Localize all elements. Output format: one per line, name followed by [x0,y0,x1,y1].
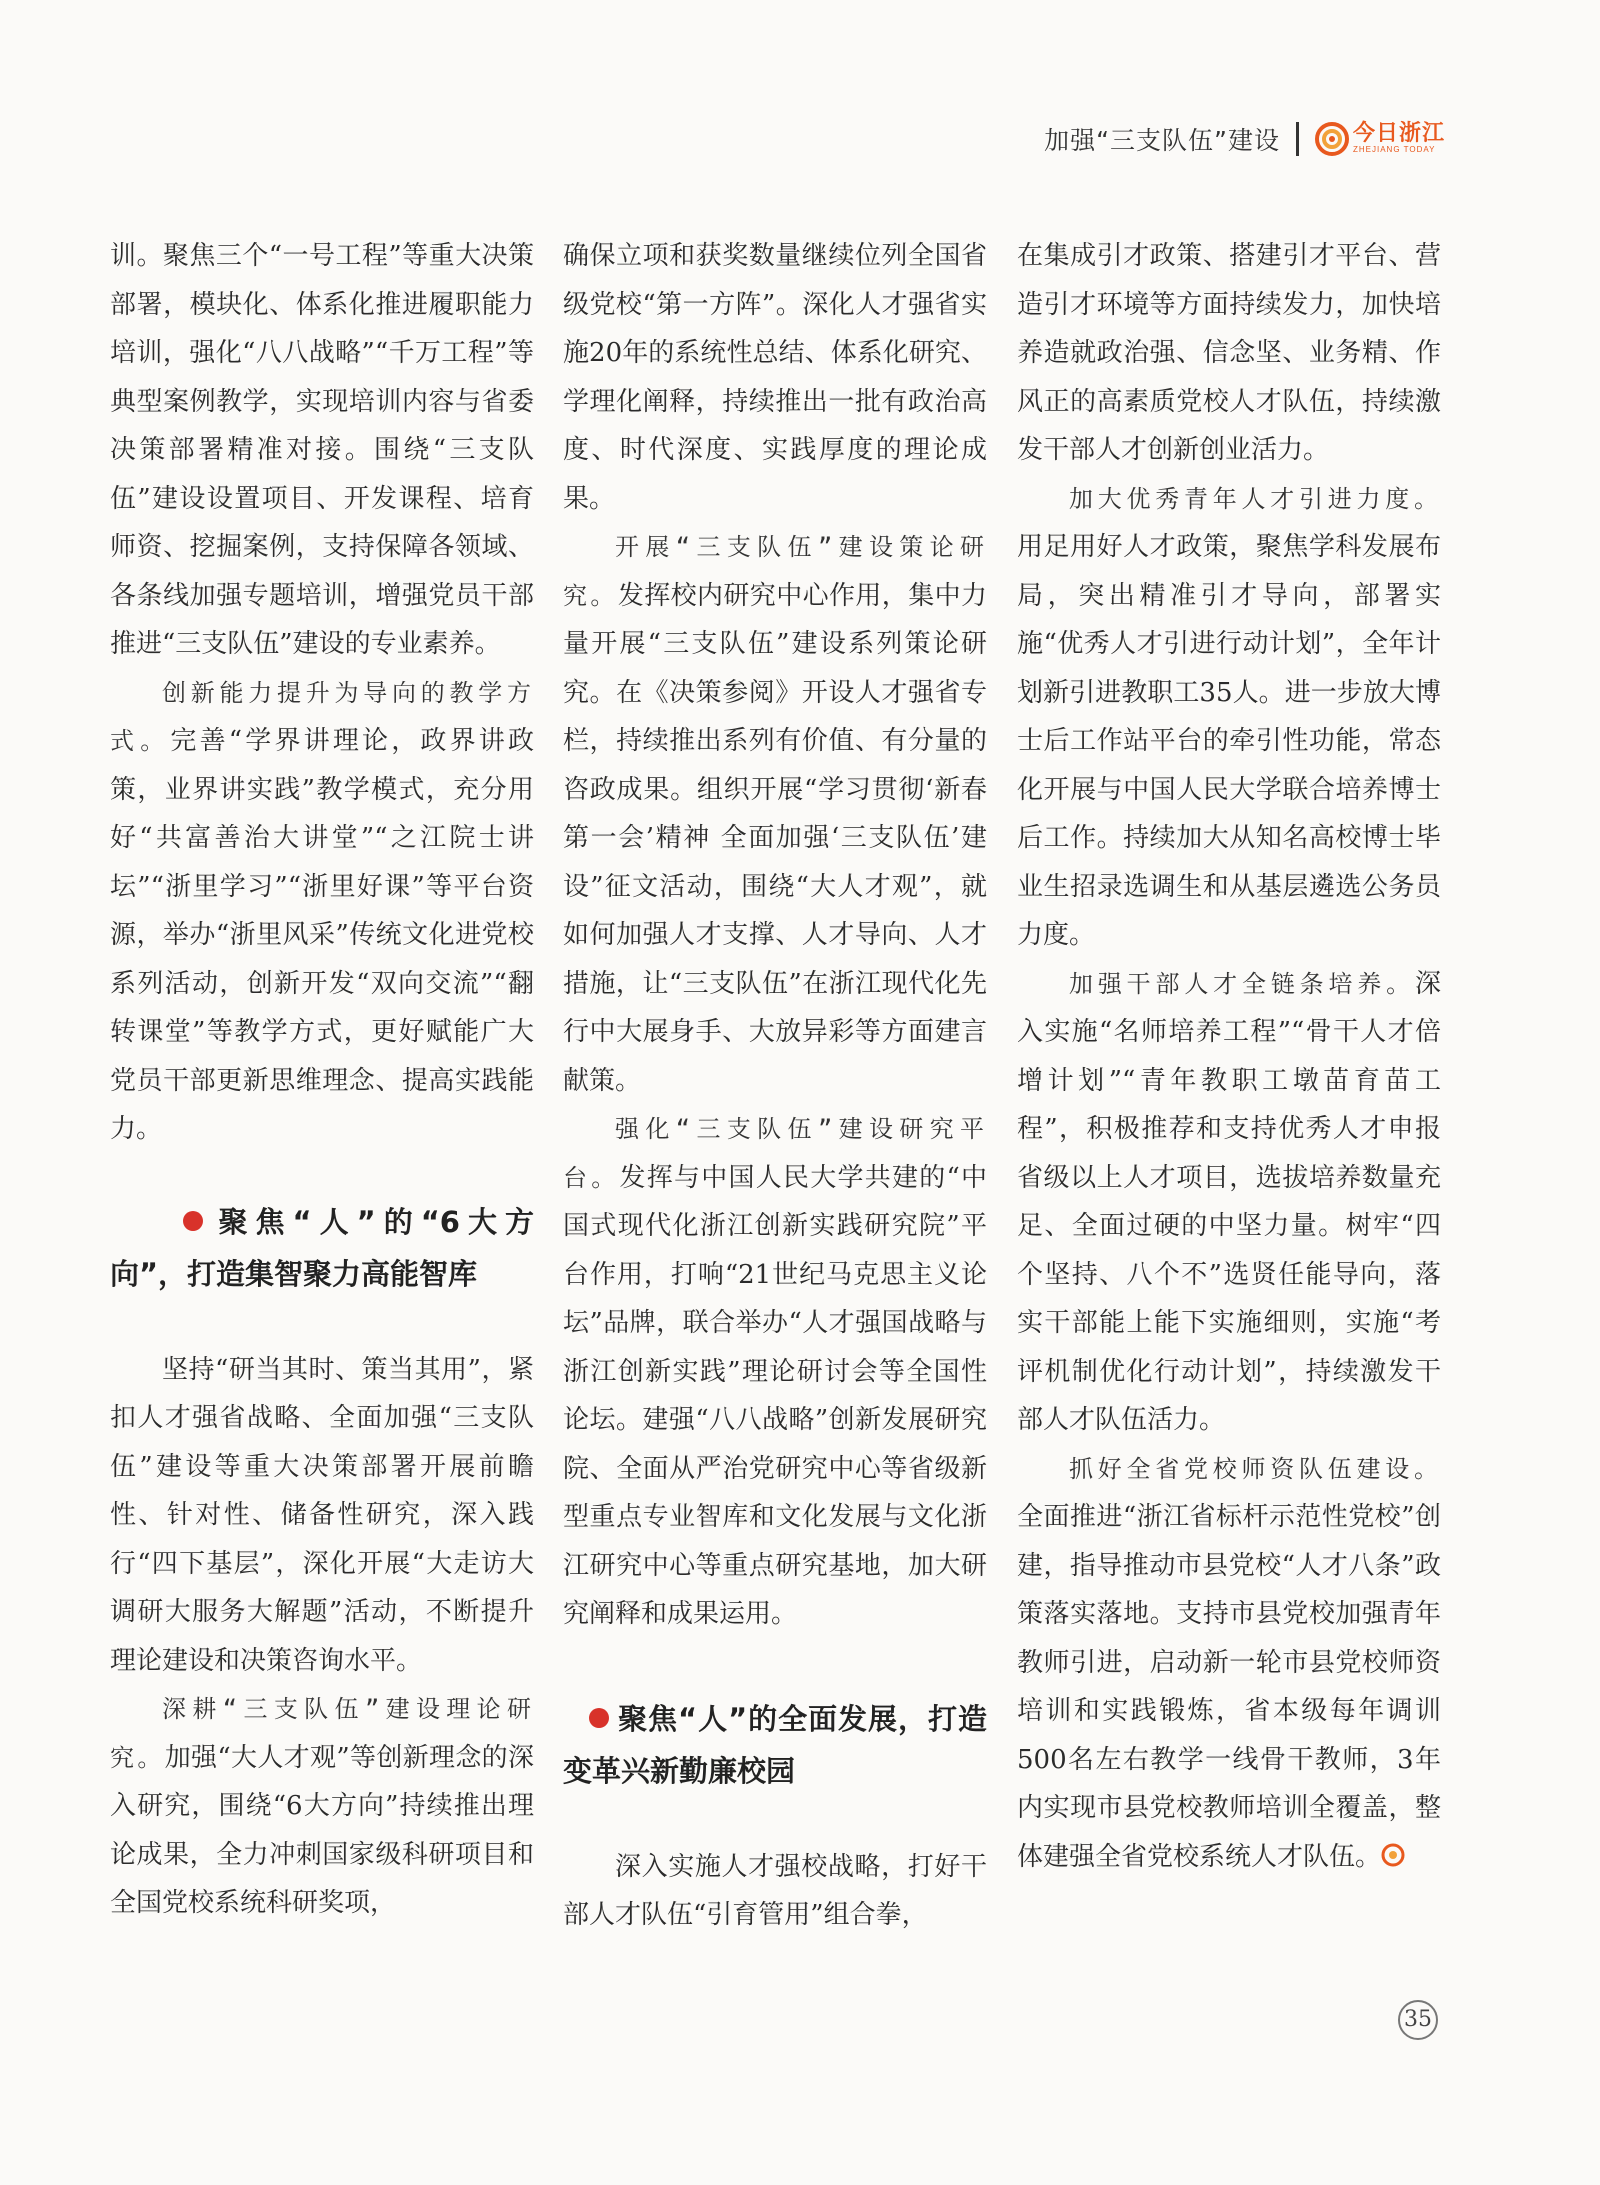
paragraph-body: 加强“大人才观”等创新理念的深入研究，围绕“6大方向”持续推出理论成果，全力冲刺国家级科研项目和全国党校系统科研奖项， [110,1742,535,1918]
paragraph: 在集成引才政策、搭建引才平台、营造引才环境等方面持续发力，加快培养造就政治强、信念坚、业务精、作风正的高素质党校人才队伍，持续激发干部人才创新创业活力。 [1017,241,1441,465]
paragraph: 确保立项和获奖数量继续位列全国省级党校“第一方阵”。深化人才强省实施20年的系统性总结、体系化研究、学理化阐释，持续推出一批有政治高度、时代深度、实践厚度的理论成果。 [563,241,987,514]
paragraph-body: 深入实施“名师培养工程”“骨干人才倍增计划”“青年教职工墩苗育苗工程”，积极推荐和支持优秀人才申报省级以上人才项目，选拔培养数量充足、全面过硬的中坚力量。树牢“四个坚持、八个不”选贤任能导向，落实干部能上能下实施细则，实施“考评机制优化行动计划”，持续激发干部人才队伍活力。 [1017,968,1441,1435]
column-3 [1017,232,1441,1881]
paragraph-lead: 加强干部人才全链条培养。 [1069,969,1415,998]
paragraph: 深入实施人才强校战略，打好干部人才队伍“引育管用”组合拳， [563,1851,987,1930]
page-header [1044,118,1445,160]
paragraph: 坚持“研当其时、策当其用”，紧扣人才强省战略、全面加强“三支队伍”建设等重大决策部署开展前瞻性、针对性、储备性研究，深入践行“四下基层”，深化开展“大走访大调研大服务大解题”活动，不断提升理论建设和决策咨询水平。 [110,1354,534,1676]
paragraph [1017,1445,1441,1882]
header-title: 加强“三支队伍”建设 [1044,126,1280,155]
section-heading [110,1196,534,1300]
header-divider [1296,122,1299,156]
paragraph [110,669,534,1154]
paragraph [110,1685,534,1928]
paragraph-lead: 抓好全省党校师资队伍建设。 [1069,1454,1441,1483]
logo-text: 今日浙江 [1352,121,1445,146]
paragraph-body: 发挥与中国人民大学共建的“中国式现代化浙江创新实践研究院”平台作用，打响“21世纪马克思主义论坛”品牌，联合举办“人才强国战略与浙江创新实践”理论研讨会等全国性论坛。建强“八八战略”创新发展研究院、全面从严治党研究中心等省级新型重点专业智库和文化发展与文化浙江研究中心等重点研究基地，加大研究阐释和成果运用。 [563,1162,988,1629]
page-number: 35 [1398,2000,1438,2040]
paragraph-lead: 加大优秀青年人才引进力度。 [1069,484,1441,513]
article-end-swirl-icon [1381,1843,1405,1867]
paragraph-lead: 创新能力提升为导向的教学方式。 [110,678,534,755]
red-dot-icon [589,1708,609,1728]
paragraph-lead: 强化“三支队伍”建设研究平台。 [563,1115,987,1192]
logo-swirl-icon [1315,122,1349,156]
paragraph [563,523,987,1105]
magazine-logo [1315,122,1445,156]
paragraph-lead: 开展“三支队伍”建设策论研究。 [563,533,987,610]
paragraph [563,1105,987,1639]
section-heading [563,1693,987,1797]
paragraph: 训。聚焦三个“一号工程”等重大决策部署，模块化、体系化推进履职能力培训，强化“八八战略”“千万工程”等典型案例教学，实现培训内容与省委决策部署精准对接。围绕“三支队伍”建设设置项目、开发课程、培育师资、挖掘案例，支持保障各领域、各条线加强专题培训，增强党员干部推进“三支队伍”建设的专业素养。 [110,241,534,659]
paragraph-body: 全面推进“浙江省标杆示范性党校”创建，指导推动市县党校“人才八条”政策落实落地。支持市县党校加强青年教师引进，启动新一轮市县党校师资培训和实践锻炼，省本级每年调训500名左右教学一线骨干教师，3年内实现市县党校教师培训全覆盖，整体建强全省党校系统人才队伍。 [1017,1502,1441,1872]
paragraph-body: 发挥校内研究中心作用，集中力量开展“三支队伍”建设系列策论研究。在《决策参阅》开设人才强省专栏，持续推出系列有价值、有分量的咨政成果。组织开展“学习贯彻‘新春第一会’精神 全面加强‘三支队伍’建设”征文活动，围绕“大人才观”，就如何加强人才支撑、人才导向、人才措施，让“三支队伍”在浙江现代化先行中大展身手、大放异彩等方面建言献策。 [563,580,987,1096]
red-dot-icon [183,1211,203,1231]
column-2 [563,232,987,1940]
section-heading-text: 聚焦“人”的全面发展，打造变革兴新勤廉校园 [563,1701,987,1788]
paragraph [1017,475,1441,960]
paragraph-lead: 深耕“三支队伍”建设理论研究。 [110,1695,534,1772]
paragraph-body: 完善“学界讲理论，政界讲政策，业界讲实践”教学模式，充分用好“共富善治大讲堂”“之江院士讲坛”“浙里学习”“浙里好课”等平台资源，举办“浙里风采”传统文化进党校系列活动，创新开发“双向交流”“翻转课堂”等教学方式，更好赋能广大党员干部更新思维理念、提高实践能力。 [110,726,534,1144]
paragraph-body: 用足用好人才政策，聚焦学科发展布局，突出精准引才导向，部署实施“优秀人才引进行动计划”，全年计划新引进教职工35人。进一步放大博士后工作站平台的牵引性功能，常态化开展与中国人民大学联合培养博士后工作。持续加大从知名高校博士毕业生招录选调生和从基层遴选公务员力度。 [1017,532,1441,950]
column-1 [110,232,534,1928]
logo-subtext: ZHEJIANG TODAY [1352,145,1436,154]
paragraph [1017,960,1441,1445]
section-heading-text: 聚焦“人”的“6大方向”，打造集智聚力高能智库 [110,1204,534,1291]
